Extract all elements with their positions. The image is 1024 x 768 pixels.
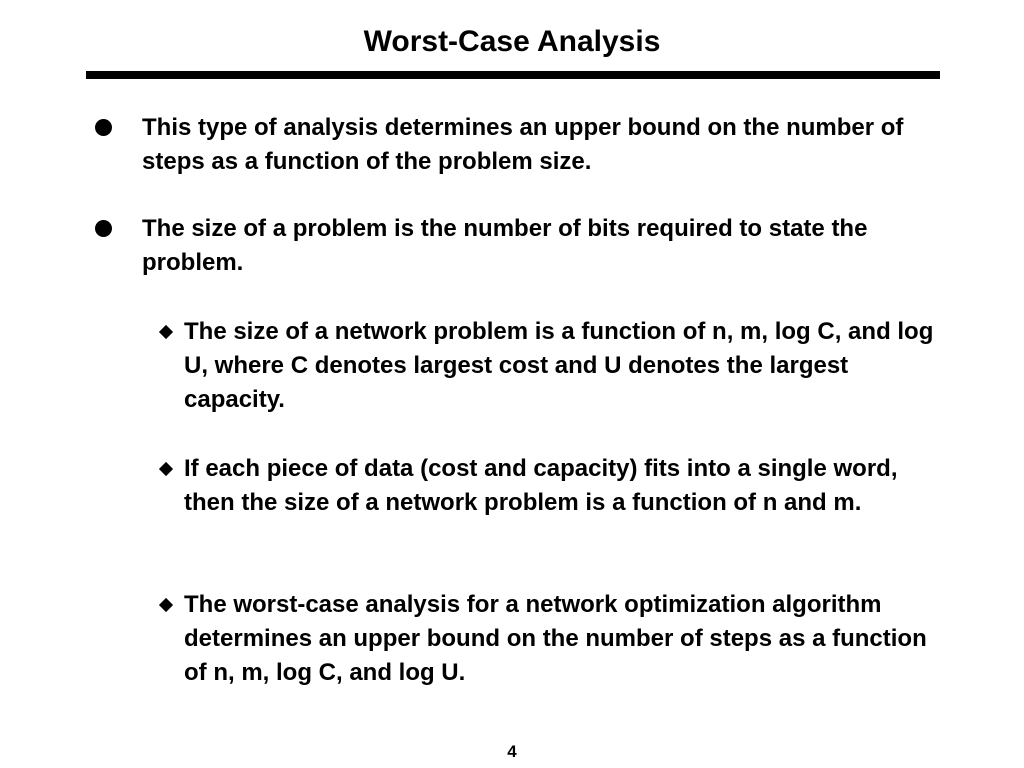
bullet-item bbox=[142, 111, 942, 179]
sub-bullet-text: The worst-case analysis for a network optimization algorithm determines an upper bound on the number of steps as a function of n, m, log C, and log U. bbox=[184, 591, 927, 686]
page-number: 4 bbox=[507, 742, 517, 761]
sub-bullet-item bbox=[184, 452, 944, 520]
bullet-dot-icon bbox=[95, 220, 112, 237]
bullet-text: The size of a problem is the number of bits required to state the problem. bbox=[142, 215, 868, 276]
diamond-bullet-icon bbox=[159, 598, 173, 612]
sub-bullet-item bbox=[184, 315, 944, 417]
bullet-text: This type of analysis determines an upper bound on the number of steps as a function of the problem size. bbox=[142, 114, 904, 175]
diamond-bullet-icon bbox=[159, 325, 173, 339]
diamond-bullet-icon bbox=[159, 462, 173, 476]
sub-bullet-text: The size of a network problem is a function of n, m, log C, and log U, where C denotes largest cost and U denotes the largest capacity. bbox=[184, 318, 934, 413]
bullet-item bbox=[142, 212, 942, 280]
sub-bullet-item bbox=[184, 588, 944, 690]
bullet-dot-icon bbox=[95, 119, 112, 136]
sub-bullet-text: If each piece of data (cost and capacity) fits into a single word, then the size of a network problem is a function of n and m. bbox=[184, 455, 898, 516]
slide-title: Worst-Case Analysis bbox=[363, 25, 661, 58]
title-divider bbox=[86, 71, 940, 79]
